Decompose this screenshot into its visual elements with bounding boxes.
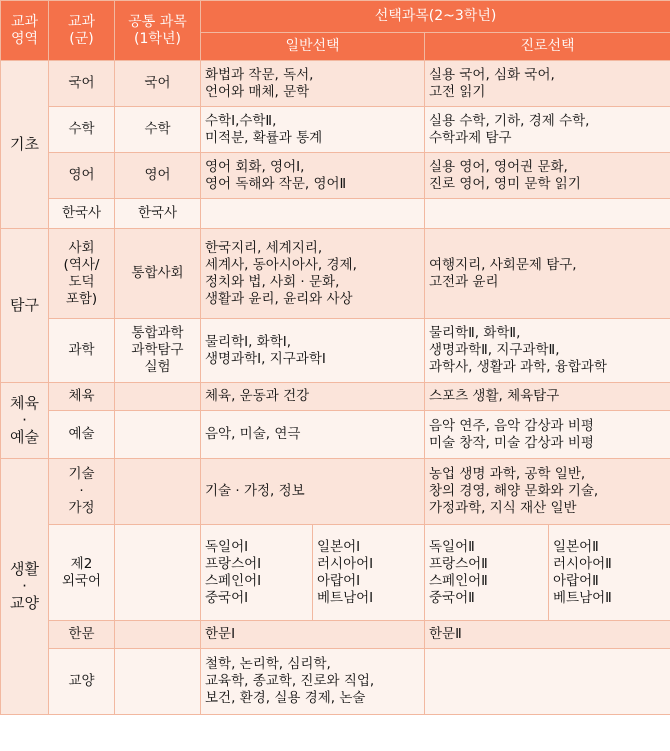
row-science	[1, 319, 670, 383]
area-pe-arts: 체육 · 예술	[1, 383, 49, 459]
general-lang2-b: 일본어Ⅰ 러시아어Ⅰ 아랍어Ⅰ 베트남어Ⅰ	[313, 525, 425, 621]
group-lang2: 제2 외국어	[49, 525, 115, 621]
header-general: 일반선택	[201, 33, 425, 61]
group-history: 한국사	[49, 199, 115, 229]
group-arts: 예술	[49, 411, 115, 459]
career-science: 물리학Ⅱ, 화학Ⅱ, 생명과학Ⅱ, 지구과학Ⅱ, 과학사, 생활과 과학, 융합과학	[425, 319, 670, 383]
general-liberal: 철학, 논리학, 심리학, 교육학, 종교학, 진로와 직업, 보건, 환경, 실용 경제, 논술	[201, 649, 425, 715]
row-math	[1, 107, 670, 153]
common-pe	[115, 383, 201, 411]
row-hanmun	[1, 621, 670, 649]
header-elective: 선택과목(2~3학년)	[201, 1, 670, 33]
career-lang2-b: 일본어Ⅱ 러시아어Ⅱ 아랍어Ⅱ 베트남어Ⅱ	[549, 525, 670, 621]
common-english: 영어	[115, 153, 201, 199]
career-english: 실용 영어, 영어권 문화, 진로 영어, 영미 문학 읽기	[425, 153, 670, 199]
general-science: 물리학Ⅰ, 화학Ⅰ, 생명과학Ⅰ, 지구과학Ⅰ	[201, 319, 425, 383]
career-tech: 농업 생명 과학, 공학 일반, 창의 경영, 해양 문화와 기술, 가정과학, 지식 재산 일반	[425, 459, 670, 525]
row-liberal	[1, 649, 670, 715]
general-history	[201, 199, 425, 229]
row-pe	[1, 383, 670, 411]
general-math: 수학Ⅰ,수학Ⅱ, 미적분, 확률과 통계	[201, 107, 425, 153]
header-area: 교과 영역	[1, 1, 49, 61]
group-hanmun: 한문	[49, 621, 115, 649]
row-social	[1, 229, 670, 319]
group-social: 사회 (역사/ 도덕 포함)	[49, 229, 115, 319]
career-math: 실용 수학, 기하, 경제 수학, 수학과제 탐구	[425, 107, 670, 153]
career-pe: 스포츠 생활, 체육탐구	[425, 383, 670, 411]
group-pe: 체육	[49, 383, 115, 411]
header-group: 교과 (군)	[49, 1, 115, 61]
career-history	[425, 199, 670, 229]
common-korean: 국어	[115, 61, 201, 107]
common-science: 통합과학 과학탐구 실험	[115, 319, 201, 383]
general-hanmun: 한문Ⅰ	[201, 621, 425, 649]
group-science: 과학	[49, 319, 115, 383]
career-hanmun: 한문Ⅱ	[425, 621, 670, 649]
general-lang2-a: 독일어Ⅰ 프랑스어Ⅰ 스페인어Ⅰ 중국어Ⅰ	[201, 525, 313, 621]
group-math: 수학	[49, 107, 115, 153]
common-liberal	[115, 649, 201, 715]
general-social: 한국지리, 세계지리, 세계사, 동아시아사, 경제, 정치와 법, 사회 · 문화, 생활과 윤리, 윤리와 사상	[201, 229, 425, 319]
row-arts	[1, 411, 670, 459]
career-lang2-a: 독일어Ⅱ 프랑스어Ⅱ 스페인어Ⅱ 중국어Ⅱ	[425, 525, 549, 621]
career-korean: 실용 국어, 심화 국어, 고전 읽기	[425, 61, 670, 107]
header-career: 진로선택	[425, 33, 670, 61]
row-tech	[1, 459, 670, 525]
common-math: 수학	[115, 107, 201, 153]
general-korean: 화법과 작문, 독서, 언어와 매체, 문학	[201, 61, 425, 107]
common-tech	[115, 459, 201, 525]
group-korean: 국어	[49, 61, 115, 107]
general-english: 영어 회화, 영어Ⅰ, 영어 독해와 작문, 영어Ⅱ	[201, 153, 425, 199]
row-history	[1, 199, 670, 229]
row-korean	[1, 61, 670, 107]
group-liberal: 교양	[49, 649, 115, 715]
career-liberal	[425, 649, 670, 715]
general-arts: 음악, 미술, 연극	[201, 411, 425, 459]
group-tech: 기술 · 가정	[49, 459, 115, 525]
common-history: 한국사	[115, 199, 201, 229]
area-inquiry: 탐구	[1, 229, 49, 383]
header-common: 공통 과목 (1학년)	[115, 1, 201, 61]
row-lang2	[1, 525, 670, 621]
general-tech: 기술 · 가정, 정보	[201, 459, 425, 525]
common-lang2	[115, 525, 201, 621]
common-arts	[115, 411, 201, 459]
area-life: 생활 · 교양	[1, 459, 49, 715]
area-basic: 기초	[1, 61, 49, 229]
group-english: 영어	[49, 153, 115, 199]
row-english	[1, 153, 670, 199]
career-arts: 음악 연주, 음악 감상과 비평 미술 창작, 미술 감상과 비평	[425, 411, 670, 459]
common-social: 통합사회	[115, 229, 201, 319]
general-pe: 체육, 운동과 건강	[201, 383, 425, 411]
common-hanmun	[115, 621, 201, 649]
career-social: 여행지리, 사회문제 탐구, 고전과 윤리	[425, 229, 670, 319]
